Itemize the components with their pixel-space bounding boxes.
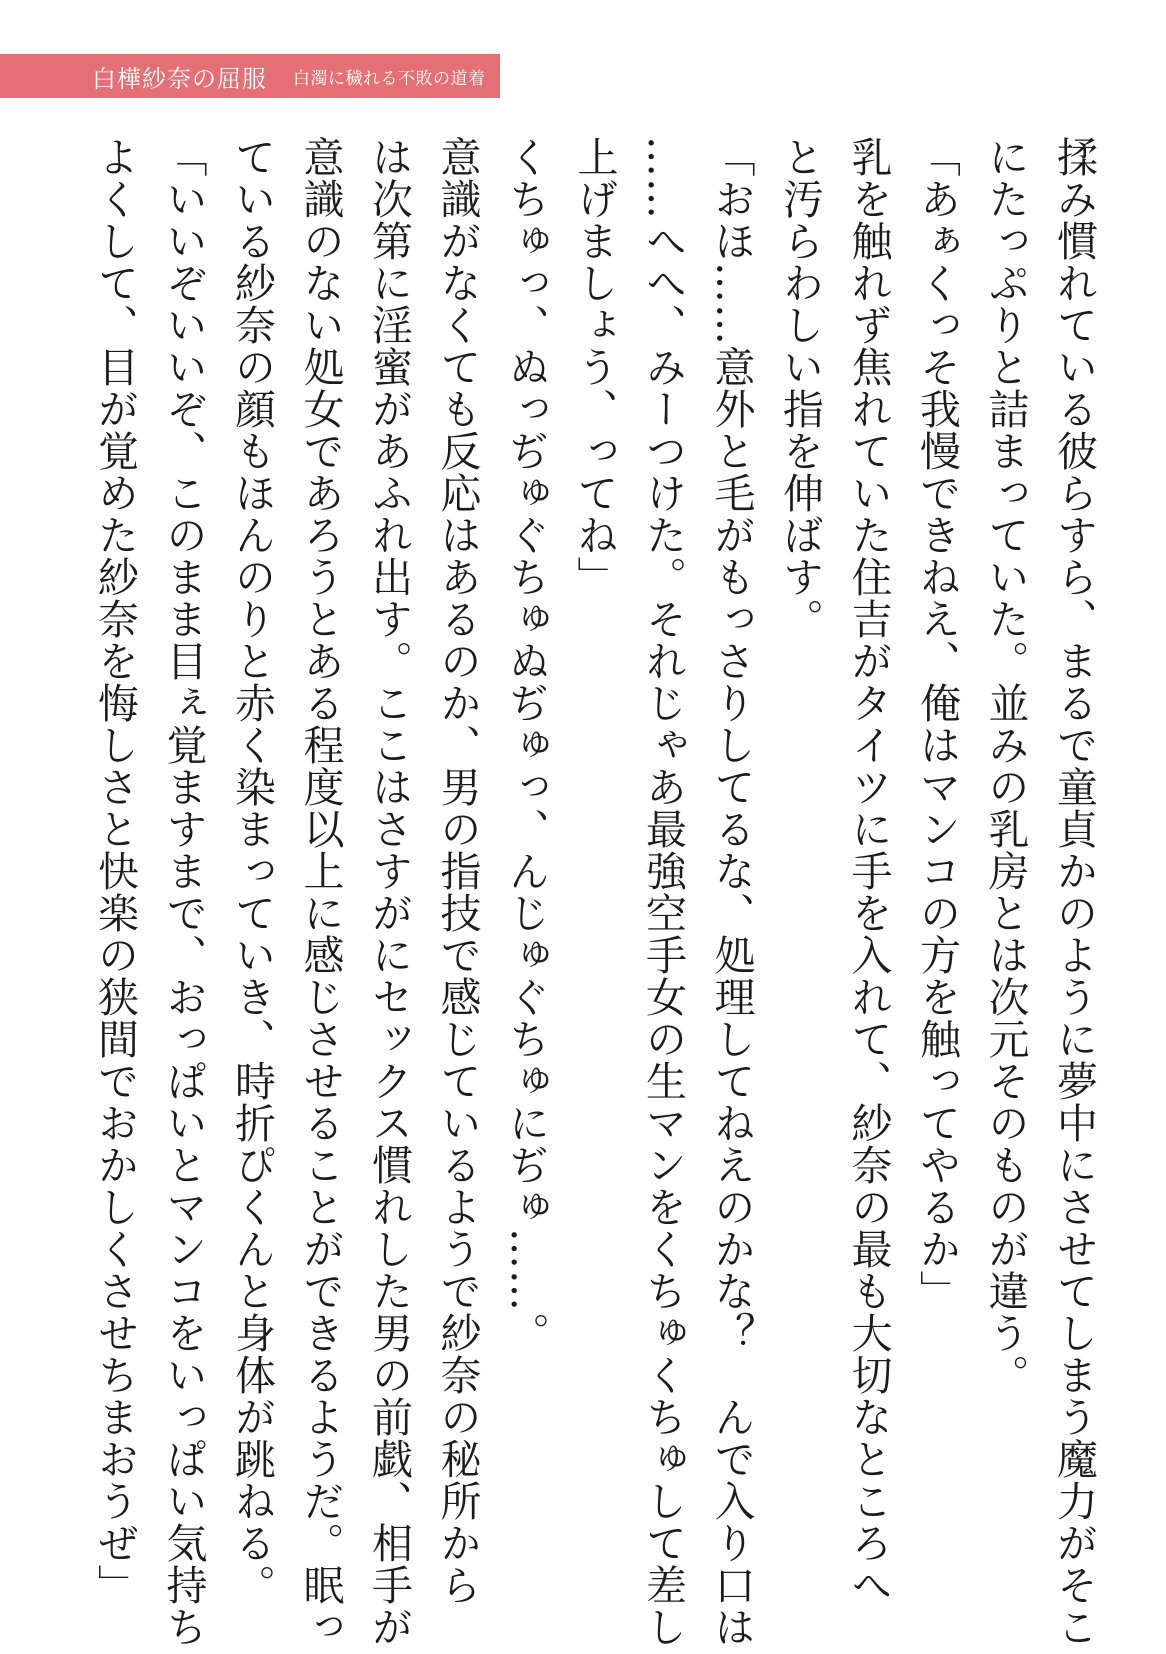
text-line-15: よくして、目が覚めた紗奈を悔しさと快楽の狭間でおかしくさせちまおうぜ」 bbox=[91, 136, 139, 1606]
text-line-1: 揉み慣れている彼らすら、まるで童貞かのように夢中にさせてしまう魔力がそこ bbox=[1050, 136, 1098, 1648]
text-line-4: 乳を触れず焦れていた住吉がタイツに手を入れて、紗奈の最も大切なところへ bbox=[844, 136, 893, 1606]
text-line-5: と汚らわしい指を伸ばす。 bbox=[776, 136, 824, 640]
text-line-2: にたっぷりと詰まっていた。並みの乳房とは次元そのものが違う。 bbox=[981, 136, 1030, 1396]
text-line-6: 「おほ……意外と毛がもっさりしてるな、処理してねえのかな？ んで入り口は bbox=[707, 136, 756, 1648]
text-line-14: 「いいぞいいぞ、このまま目ぇ覚ますまで、おっぱいとマンコをいっぱい気持ち bbox=[159, 136, 208, 1648]
text-line-12: 意識のない処女であろうとある程度以上に感じさせることができるようだ。眠っ bbox=[296, 136, 345, 1648]
book-title: 白樺紗奈の屈服 bbox=[92, 64, 267, 93]
running-header bbox=[0, 54, 500, 98]
text-line-7: ……へへ、みーつけた。それじゃあ最強空手女の生マンをくちゅくちゅして差し bbox=[639, 136, 687, 1648]
text-line-13: ている紗奈の顔もほんのりと赤く染まっていき、時折ぴくんと身体が跳ねる。 bbox=[228, 136, 276, 1606]
text-line-9: くちゅっ、ぬっぢゅぐちゅぬぢゅっ、んじゅぐちゅにぢゅ……。 bbox=[502, 136, 550, 1354]
chapter-subtitle: 白濁に穢れる不敗の道着 bbox=[293, 68, 486, 89]
text-line-8: 上げましょう、ってね」 bbox=[570, 136, 619, 598]
text-line-11: は次第に淫蜜があふれ出す。ここはさすがにセックス慣れした男の前戯、相手が bbox=[365, 136, 413, 1648]
text-line-10: 意識がなくても反応はあるのか、男の指技で感じているようで紗奈の秘所から bbox=[433, 136, 482, 1606]
vertical-body-text bbox=[81, 136, 1109, 1648]
text-line-3: 「あぁくっそ我慢できねえ、俺はマンコの方を触ってやるか」 bbox=[913, 136, 961, 1312]
